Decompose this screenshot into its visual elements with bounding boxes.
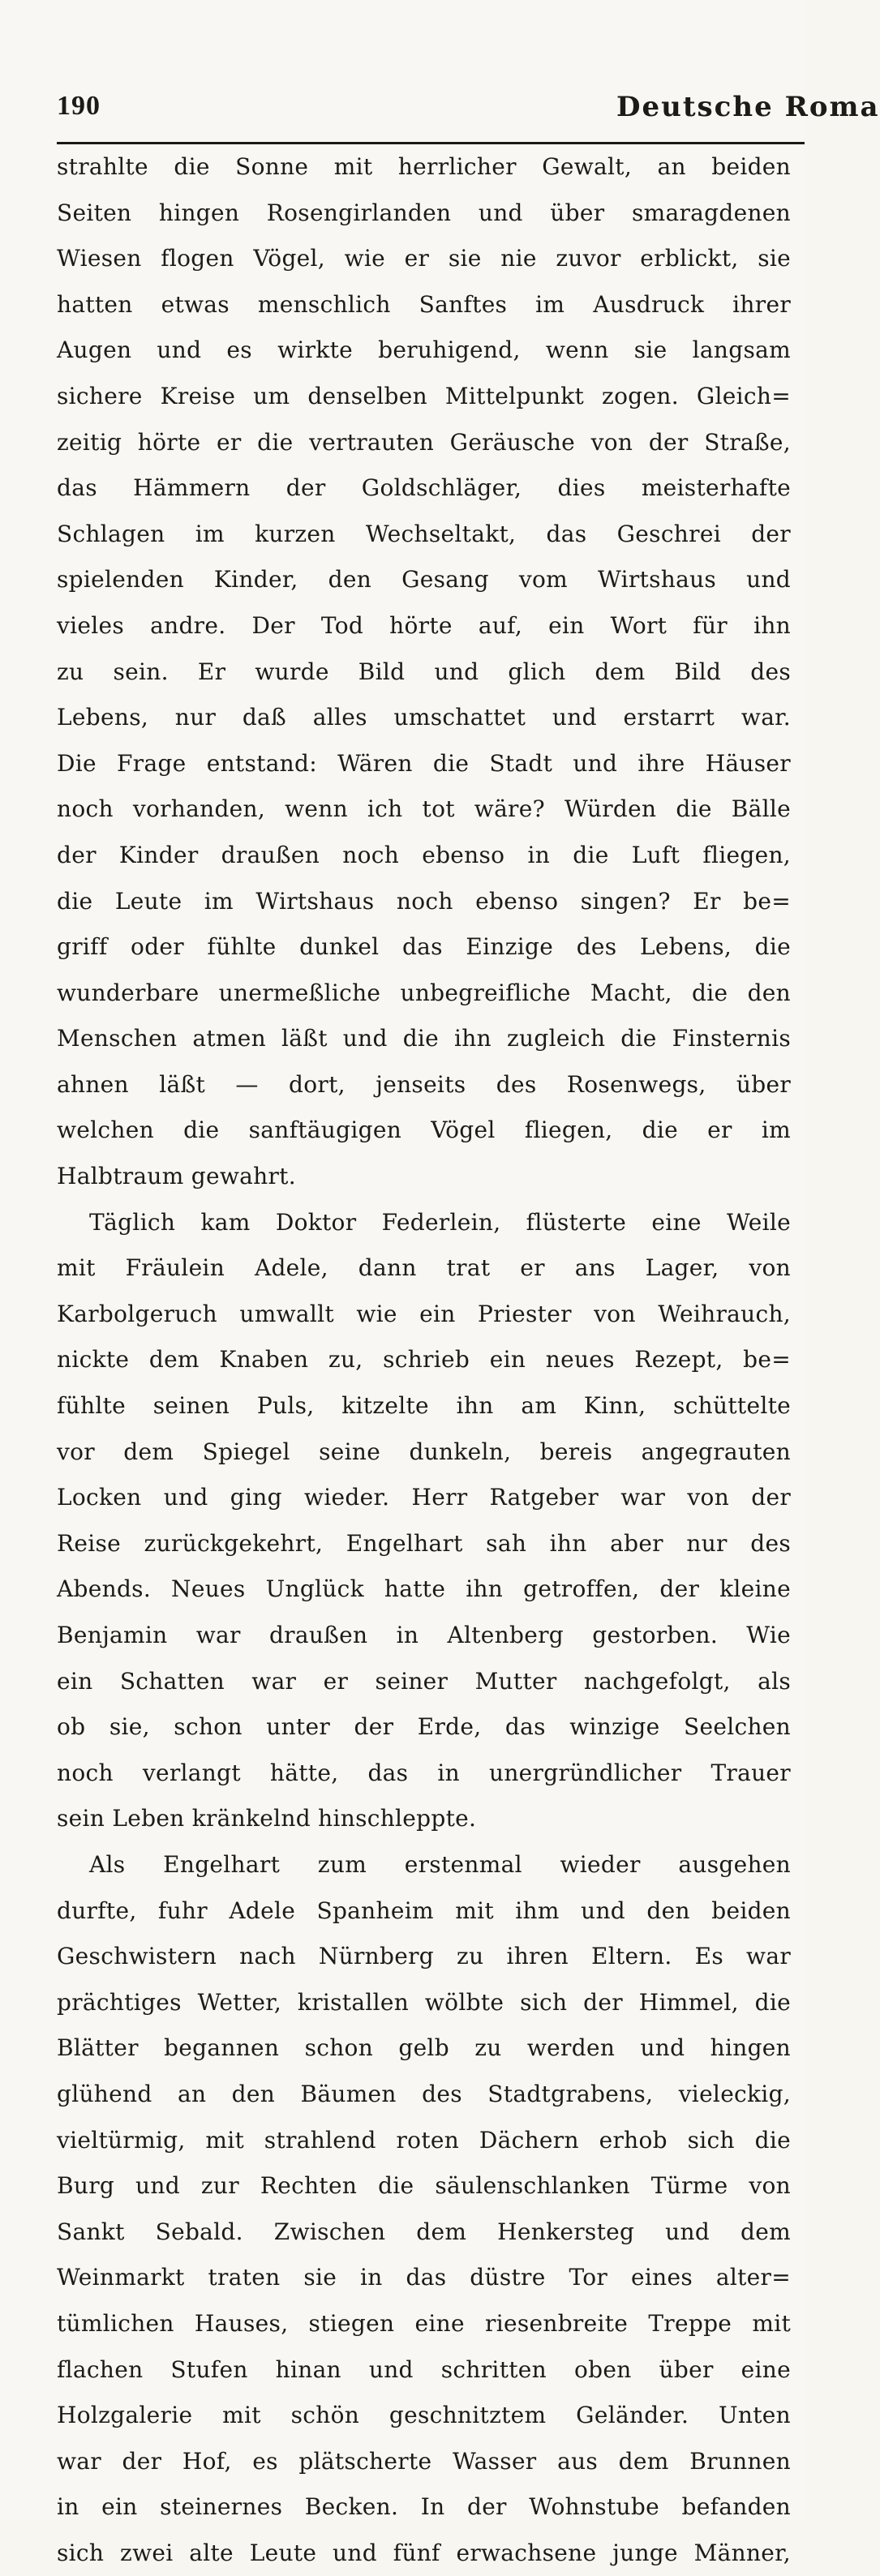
text-line: Benjamin war draußen in Altenberg gestorben. Wie: [57, 1622, 791, 1648]
text-line: Blätter begannen schon gelb zu werden und hingen: [57, 2034, 791, 2062]
text-line: Täglich kam Doktor Federlein, flüsterte eine Weile: [89, 1208, 791, 1236]
body-text: [57, 144, 791, 2566]
text-line: das Hämmern der Goldschläger, dies meisterhafte: [57, 474, 791, 502]
text-line: Locken und ging wieder. Herr Ratgeber war von der: [57, 1484, 791, 1511]
text-line: der Kinder draußen noch ebenso in die Luft fliegen,: [57, 841, 791, 868]
text-line: in ein steinernes Becken. In der Wohnstube befanden: [57, 2493, 791, 2521]
text-line: nickte dem Knaben zu, schrieb ein neues Rezept, be=: [57, 1346, 791, 1374]
text-line: tümlichen Hauses, stiegen eine riesenbreite Treppe mit: [57, 2309, 791, 2337]
text-line: sein Leben kränkelnd hinschleppte.: [57, 1805, 477, 1832]
page-header: [57, 91, 880, 141]
text-line: Burg und zur Rechten die säulenschlanken Türme von: [57, 2172, 791, 2200]
text-line: war der Hof, es plätscherte Wasser aus dem Brunnen: [57, 2447, 791, 2475]
text-line: Geschwistern nach Nürnberg zu ihren Eltern. Es war: [57, 1943, 791, 1970]
text-line: noch vorhanden, wenn ich tot wäre? Würden die Bälle: [57, 795, 791, 823]
text-line: noch verlangt hätte, das in unergründlicher Trauer: [57, 1759, 791, 1786]
page-number: 190: [57, 91, 101, 121]
text-line: vieles andre. Der Tod hörte auf, ein Wort für ihn: [57, 611, 791, 639]
text-line: Wiesen flogen Vögel, wie er sie nie zuvor erblickt, sie: [57, 245, 791, 272]
text-line: zeitig hörte er die vertrauten Geräusche von der Straße,: [57, 428, 791, 456]
text-line: sich zwei alte Leute und fünf erwachsene junge Männer,: [57, 2539, 791, 2566]
text-line: Augen und es wirkte beruhigend, wenn sie langsam: [57, 336, 791, 364]
text-line: ein Schatten war er seiner Mutter nachgefolgt, als: [57, 1667, 791, 1695]
text-line: prächtiges Wetter, kristallen wölbte sich der Himmel, die: [57, 1988, 791, 2016]
text-line: Die Frage entstand: Wären die Stadt und ihre Häuser: [57, 749, 791, 777]
text-line: sichere Kreise um denselben Mittelpunkt zogen. Gleich=: [57, 382, 791, 409]
text-line: vor dem Spiegel seine dunkeln, bereis angegrauten: [57, 1438, 791, 1465]
text-line: Schlagen im kurzen Wechseltakt, das Geschrei der: [57, 520, 791, 547]
text-line: Als Engelhart zum erstenmal wieder ausgehen: [89, 1850, 791, 1878]
text-line: Reise zurückgekehrt, Engelhart sah ihn aber nur des: [57, 1529, 791, 1557]
text-line: durfte, fuhr Adele Spanheim mit ihm und den beiden: [57, 1897, 791, 1924]
text-line: glühend an den Bäumen des Stadtgrabens, vieleckig,: [57, 2080, 791, 2107]
text-line: Menschen atmen läßt und die ihn zugleich die Finsternis: [57, 1025, 791, 1052]
text-line: strahlte die Sonne mit herrlicher Gewalt, an beiden: [57, 153, 791, 180]
text-line: wunderbare unermeßliche unbegreifliche Macht, die den: [57, 979, 791, 1006]
text-line: flachen Stufen hinan und schritten oben über eine: [57, 2355, 791, 2383]
text-line: Holzgalerie mit schön geschnitztem Geländer. Unten: [57, 2402, 791, 2429]
text-line: Abends. Neues Unglück hatte ihn getroffen, der kleine: [57, 1575, 791, 1603]
text-line: spielenden Kinder, den Gesang vom Wirtshaus und: [57, 566, 791, 594]
text-line: Halbtraum gewahrt.: [57, 1163, 296, 1190]
running-head: Deutsche Roma: [616, 91, 880, 123]
text-line: ob sie, schon unter der Erde, das winzige Seelchen: [57, 1713, 791, 1741]
text-line: griff oder fühlte dunkel das Einzige des Lebens, die: [57, 933, 791, 961]
text-line: Sankt Sebald. Zwischen dem Henkersteg und dem: [57, 2218, 791, 2245]
text-line: mit Fräulein Adele, dann trat er ans Lager, von: [57, 1254, 791, 1282]
text-line: zu sein. Er wurde Bild und glich dem Bild des: [57, 658, 791, 685]
text-line: Lebens, nur daß alles umschattet und erstarrt war.: [57, 704, 791, 731]
text-line: hatten etwas menschlich Sanftes im Ausdruck ihrer: [57, 290, 791, 318]
text-line: Weinmarkt traten sie in das düstre Tor eines alter=: [57, 2264, 791, 2291]
text-line: fühlte seinen Puls, kitzelte ihn am Kinn, schüttelte: [57, 1392, 791, 1420]
text-line: Seiten hingen Rosengirlanden und über smaragdenen: [57, 199, 791, 226]
text-line: welchen die sanftäugigen Vögel fliegen, die er im: [57, 1117, 791, 1144]
text-line: Karbolgeruch umwallt wie ein Priester von Weihrauch,: [57, 1300, 791, 1327]
text-line: vieltürmig, mit strahlend roten Dächern erhob sich die: [57, 2126, 791, 2154]
text-line: ahnen läßt — dort, jenseits des Rosenwegs, über: [57, 1070, 791, 1098]
text-line: die Leute im Wirtshaus noch ebenso singen? Er be=: [57, 887, 791, 915]
